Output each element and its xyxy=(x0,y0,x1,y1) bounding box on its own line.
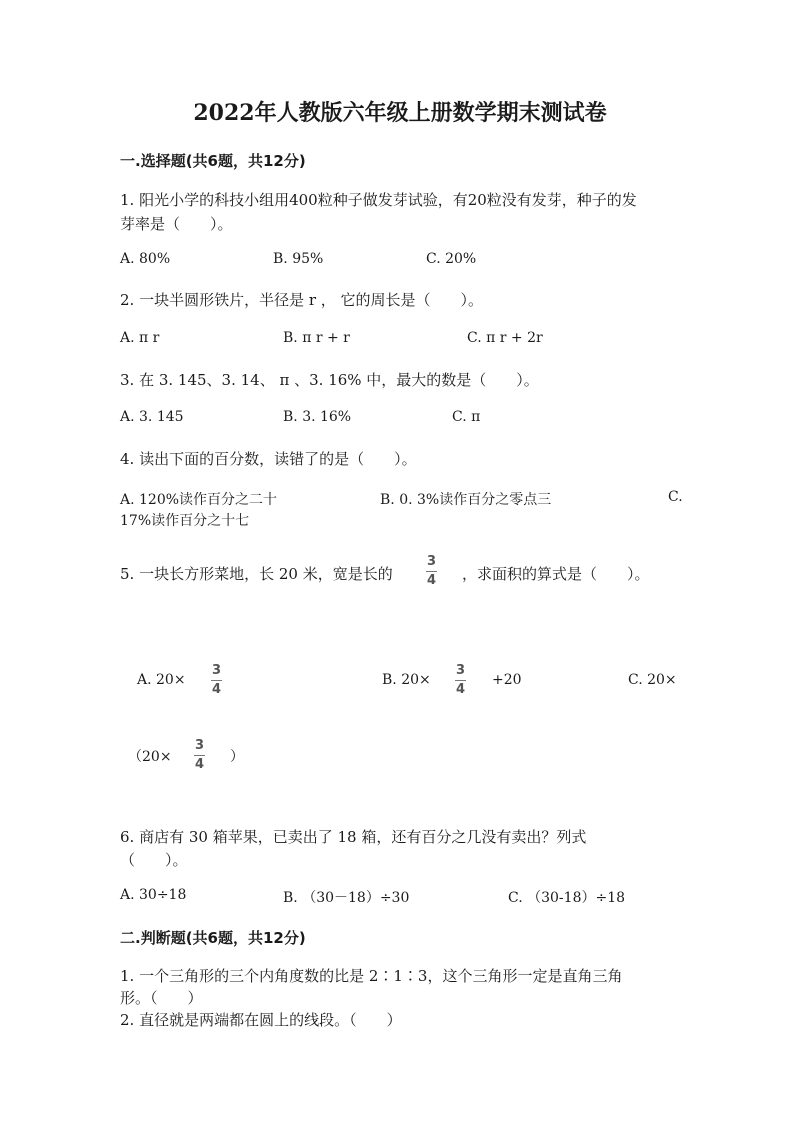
question-5-text-after: ，求面积的算式是（ ）。 xyxy=(462,565,650,583)
question-5-option-c-line-2: （20× xyxy=(128,749,172,765)
question-5-option-a: A. 20× xyxy=(137,672,186,688)
tf-question-1-line-1: 1. 一个三角形的三个内角度数的比是 2∶1∶3，这个三角形一定是直角三角 xyxy=(120,967,623,985)
question-6-option-b: B. （30－18）÷30 xyxy=(283,890,410,906)
question-5-text-before: 5. 一块长方形菜地，长 20 米，宽是长的 xyxy=(120,565,393,583)
section-heading-multiple-choice: 一.选择题(共6题，共12分) xyxy=(120,152,306,170)
question-3-option-b: B. 3. 16% xyxy=(283,409,352,425)
fraction-denominator: 4 xyxy=(426,573,437,588)
page-title: 2022年人教版六年级上册数学期末测试卷 xyxy=(193,100,607,126)
question-1-option-b: B. 95% xyxy=(273,251,324,267)
question-3-text: 3. 在 3. 145、3. 14、 π 、3. 16% 中，最大的数是（ ）。 xyxy=(120,371,539,389)
question-2-option-b: B. π r + r xyxy=(283,330,350,346)
fraction-bar xyxy=(194,755,205,756)
tf-question-1-line-2: 形。（ ） xyxy=(120,989,203,1007)
question-4-option-c: C. xyxy=(668,489,683,505)
question-5-option-c-close-paren: ） xyxy=(230,749,244,765)
question-4-text: 4. 读出下面的百分数，读错了的是（ ）。 xyxy=(120,450,417,468)
tf-question-2-text: 2. 直径就是两端都在圆上的线段。（ ） xyxy=(120,1011,402,1029)
question-4-option-c-continued: 17%读作百分之十七 xyxy=(120,513,250,529)
fraction-denominator: 4 xyxy=(455,682,466,697)
question-6-option-a: A. 30÷18 xyxy=(120,887,187,903)
question-1-option-a: A. 80% xyxy=(120,251,171,267)
question-5-option-a-fraction xyxy=(211,664,222,697)
question-1-option-c: C. 20% xyxy=(426,251,477,267)
question-4-option-b: B. 0. 3%读作百分之零点三 xyxy=(380,492,552,508)
question-1-line-1: 1. 阳光小学的科技小组用400粒种子做发芽试验，有20粒没有发芽，种子的发 xyxy=(120,191,637,209)
question-1-line-2: 芽率是（ ）。 xyxy=(120,215,233,233)
fraction-denominator: 4 xyxy=(194,757,205,772)
fraction-numerator: 3 xyxy=(194,738,205,753)
fraction-bar xyxy=(455,680,466,681)
question-5-option-b-fraction xyxy=(455,664,466,697)
question-5-option-b: B. 20× xyxy=(382,672,431,688)
fraction-bar xyxy=(211,680,222,681)
section-heading-true-false: 二.判断题(共6题，共12分) xyxy=(120,929,306,947)
fraction-denominator: 4 xyxy=(211,682,222,697)
question-5-option-b-plus: +20 xyxy=(492,672,522,688)
fraction-bar xyxy=(426,571,437,572)
fraction-numerator: 3 xyxy=(455,663,466,678)
question-2-text: 2. 一块半圆形铁片，半径是 r ， 它的周长是（ ）。 xyxy=(120,291,484,309)
question-2-option-c: C. π r + 2r xyxy=(467,330,543,346)
fraction-numerator: 3 xyxy=(426,554,437,569)
question-5-fraction xyxy=(426,555,437,588)
question-6-line-2: （ ）。 xyxy=(120,851,188,869)
fraction-numerator: 3 xyxy=(211,663,222,678)
question-5-option-c-fraction xyxy=(194,739,205,772)
question-3-option-c: C. π xyxy=(452,409,481,425)
question-6-line-1: 6. 商店有 30 箱苹果，已卖出了 18 箱，还有百分之几没有卖出？列式 xyxy=(120,828,587,846)
question-5-option-c: C. 20× xyxy=(628,672,677,688)
question-3-option-a: A. 3. 145 xyxy=(120,409,184,425)
question-6-option-c: C. （30-18）÷18 xyxy=(508,890,626,906)
question-2-option-a: A. π r xyxy=(120,330,160,346)
question-4-option-a: A. 120%读作百分之二十 xyxy=(120,492,278,508)
